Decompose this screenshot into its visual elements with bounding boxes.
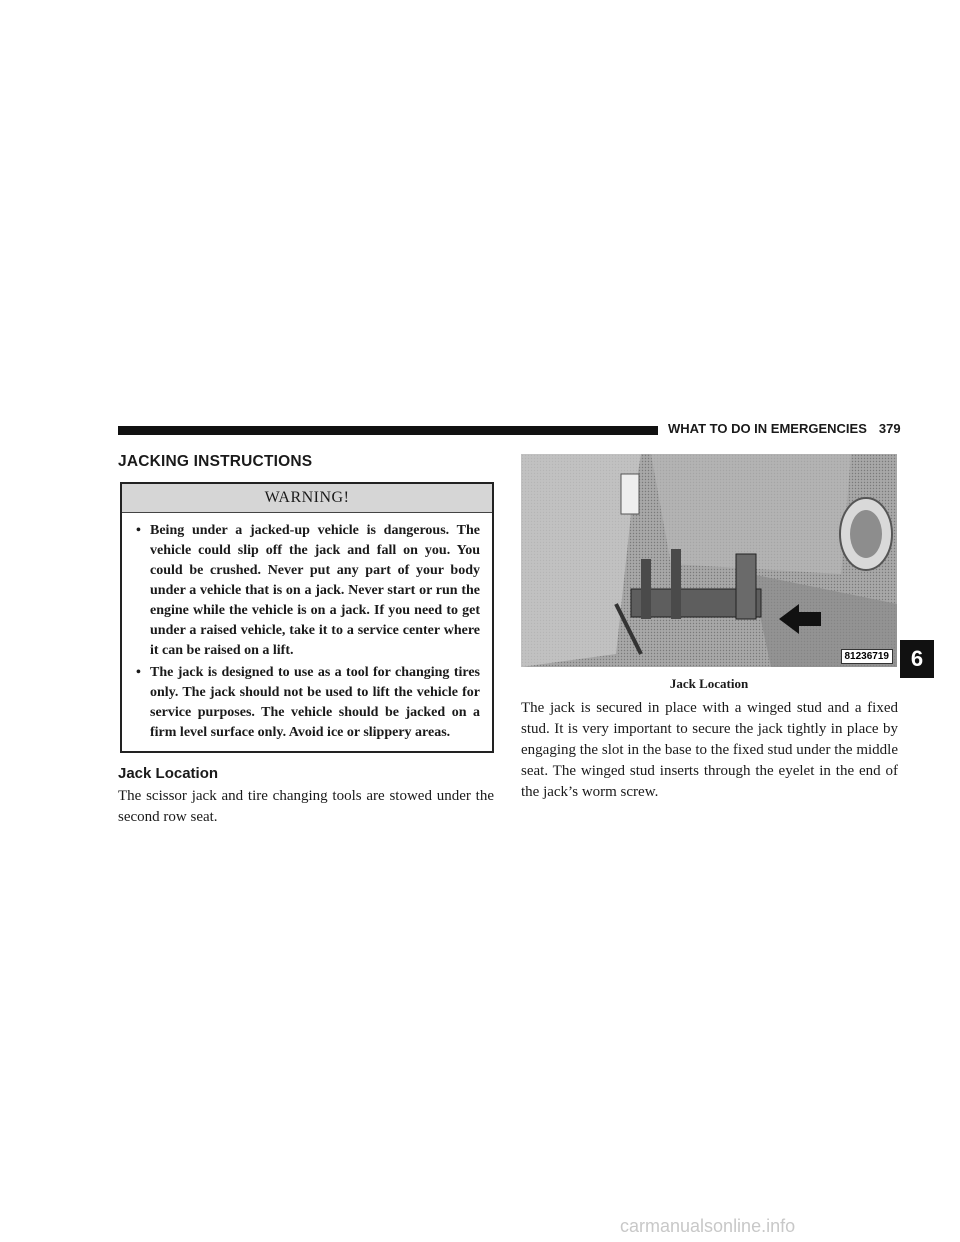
chapter-tab: 6	[900, 640, 934, 678]
warning-list	[122, 513, 492, 743]
warning-box	[120, 482, 494, 753]
figure-code: 81236719	[841, 649, 894, 664]
section-title: JACKING INSTRUCTIONS	[118, 453, 313, 470]
jack-location-illustration	[521, 454, 897, 667]
figure-caption: Jack Location	[669, 676, 749, 691]
header-section: WHAT TO DO IN EMERGENCIES	[668, 421, 867, 436]
jack-location-heading: Jack Location	[118, 765, 219, 782]
warning-title: WARNING!	[122, 484, 492, 513]
jack-location-text: The scissor jack and tire changing tools are stowed under the second row seat.	[118, 788, 494, 825]
running-header	[668, 421, 900, 436]
watermark: carmanualsonline.info	[620, 1216, 796, 1236]
warning-item: • Being under a jacked-up vehicle is dangerous. The vehicle could slip off the jack and fall on you. You could be crushed. Never put any part of your body under a vehicle that is on a jack. Never start or run the engine while the vehicle is on a jack. If you need to get under a raised vehicle, take it to a service center where it can be raised on a lift.	[136, 521, 480, 661]
header-rule	[118, 426, 658, 435]
jack-location-figure	[521, 454, 897, 667]
warning-item: • The jack is designed to use as a tool for changing tires only. The jack should not be used to lift the vehicle for service purposes. The vehicle should be jacked on a firm level surface only. Avoid ice or slippery areas.	[136, 663, 480, 743]
jack-securing-text: The jack is secured in place with a winged stud and a fixed stud. It is very important to secure the jack tightly in place by engaging the slot in the base to the fixed stud under the middle seat. The winged stud inserts through the eyelet in the end of the jack’s worm screw.	[521, 700, 898, 800]
page-number: 379	[878, 421, 901, 436]
